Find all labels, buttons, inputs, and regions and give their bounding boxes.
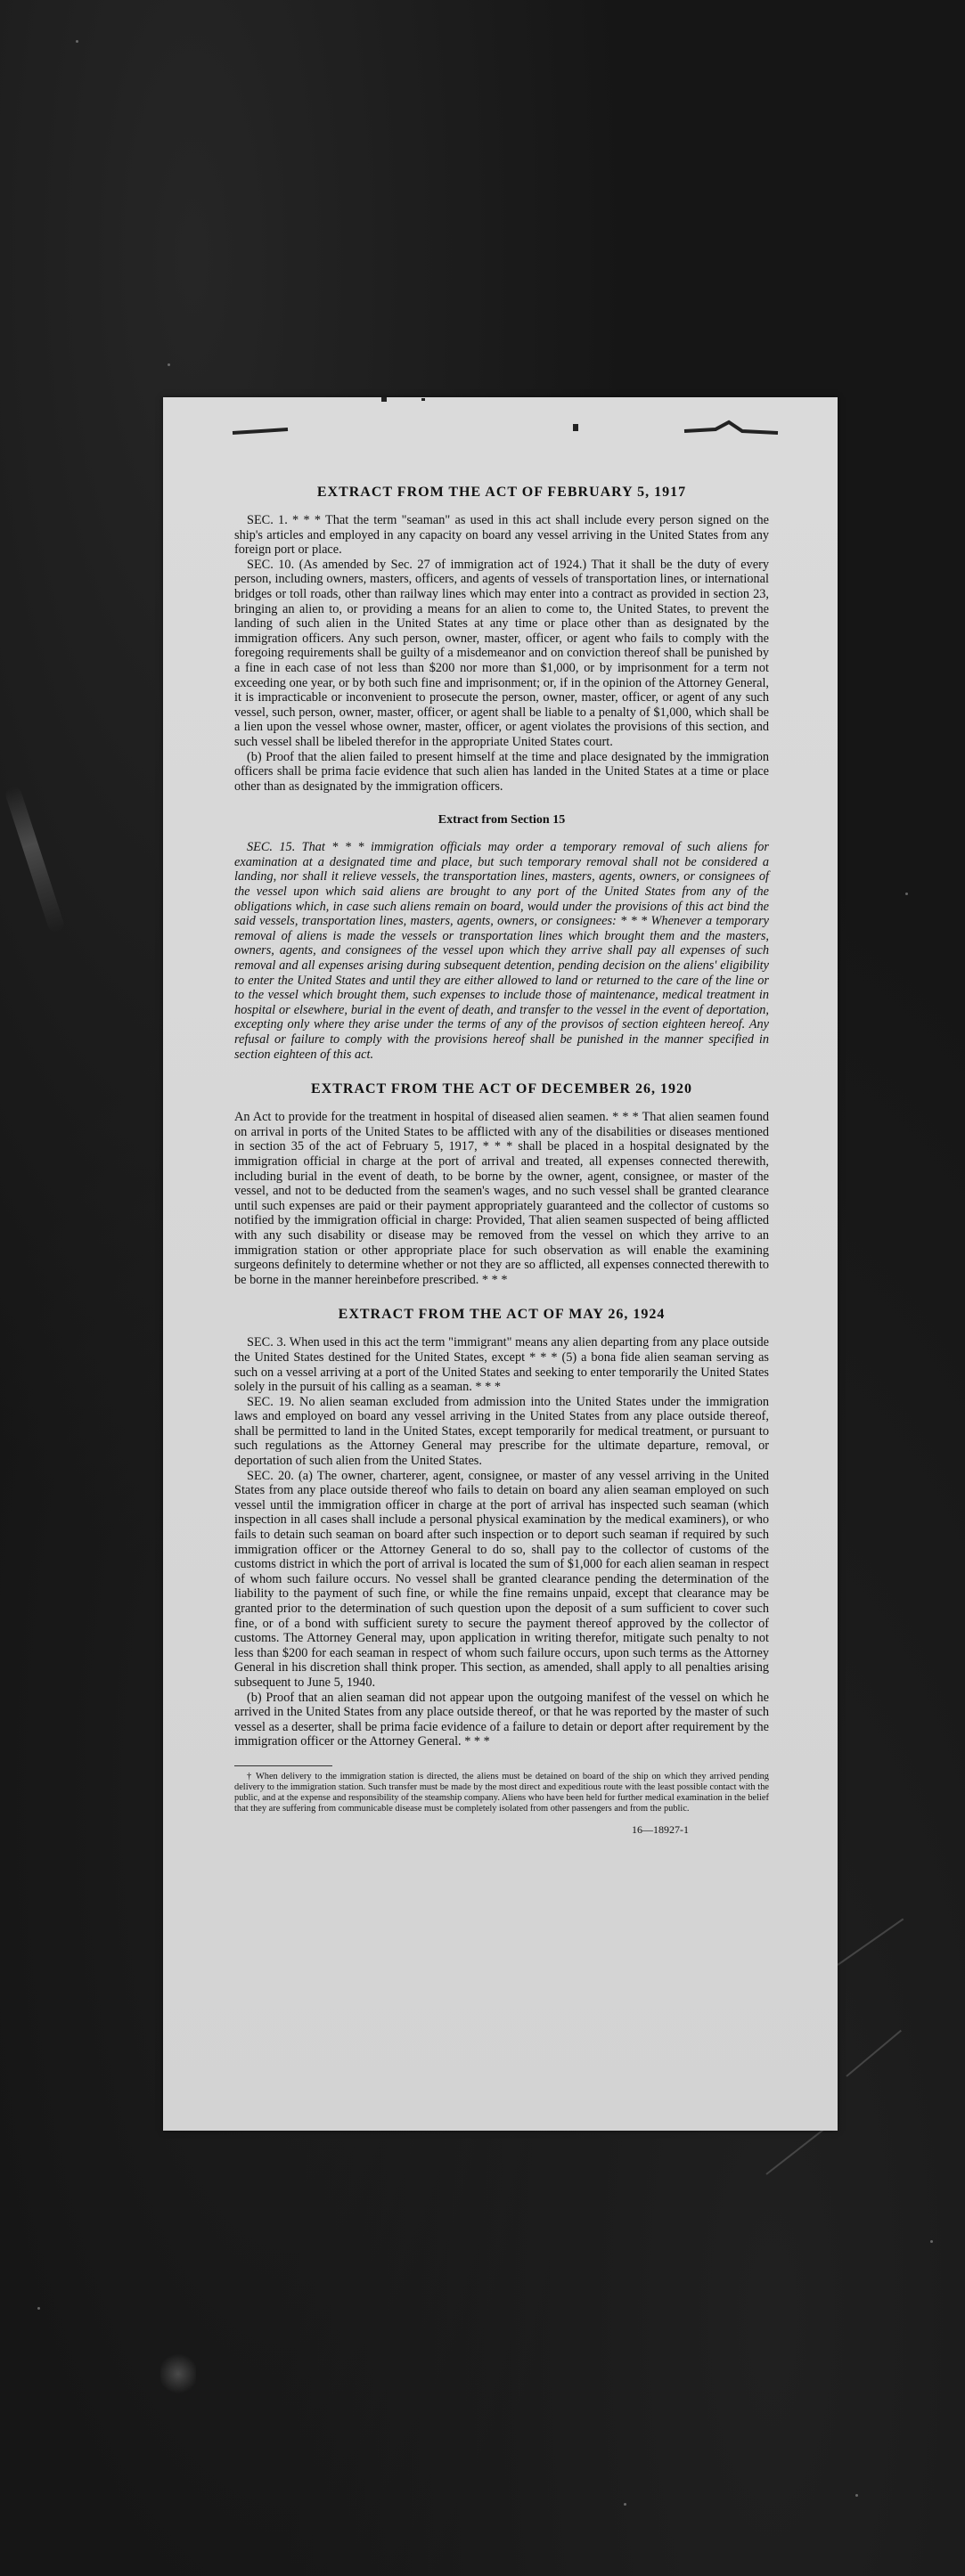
paragraph-sec-3: SEC. 3. When used in this act the term "immigrant" means any alien departing from any place outside the United States destined for the United States, except * * * (5) a bona fide alien seaman serving as such on a vessel arriving at a port of the United States and seeking to enter temporarily the United States solely in the pursuit of his calling as a seaman. * * * <box>234 1335 769 1395</box>
heading-act-1924: EXTRACT FROM THE ACT OF MAY 26, 1924 <box>338 1307 666 1323</box>
footnote: † When delivery to the immigration station is directed, the aliens must be detained on board of the ship on which they arrived pending delivery to the immigration station. Such transfer must be made by the most direct and expeditious route with the least possible contact with the public, and at the expense and responsibility of the steamship company. Aliens who have been held for further medical examination in the belief that they are suffering from communicable disease must be completely isolated from other passengers and from the public. <box>234 1771 769 1814</box>
paragraph-sec-10: SEC. 10. (As amended by Sec. 27 of immigration act of 1924.) That it shall be the duty of every person, including owners, masters, officers, and agents of vessels of transportation lines, or international bridges or toll roads, other than railway lines which may enter into a contract as provided in section 23, bringing an alien to, or providing a means for an alien to come to, the United States, to prevent the landing of such alien in the United States at any time or place other than as designated by the immigration officers. Any such person, owner, master, officer, or agent who fails to comply with the foregoing requirements shall be guilty of a misdemeanor and on conviction thereof shall be punished by a fine in each case of not less than $200 nor more than $1,000, or by imprisonment for a term not exceeding one year, or by both such fine and imprisonment; or, if in the opinion of the Attorney General, it is impracticable or inconvenient to prosecute the person, owner, master, officer, or agent of any such vessel, such person, owner, master, officer, or agent shall be liable to a penalty of $1,000, which shall be a lien upon the vessel whose owner, master, officer, or agent violates the provisions of this section, and such vessel shall be libeled therefor in the appropriate United States court. <box>234 557 769 749</box>
document-body <box>234 485 769 1837</box>
heading-act-1920: EXTRACT FROM THE ACT OF DECEMBER 26, 1920 <box>310 1081 692 1097</box>
paragraph-sec-10-b: (b) Proof that the alien failed to present himself at the time and place designated by the immigration officers shall be prima facie evidence that such alien has landed in the United States at a time or place other than as designated by the immigration officers. <box>234 749 769 794</box>
heading-act-1917: EXTRACT FROM THE ACT OF FEBRUARY 5, 1917 <box>316 485 687 500</box>
paragraph-sec-15: SEC. 15. That * * * immigration officials may order a temporary removal of such aliens for examination at a designated time and place, but such temporary removal shall not be considered a landing, nor shall it relieve vessels, the transportation lines, masters, agents, owners, or consignees of the vessel upon which said aliens are brought to any port of the United States from any of the obligations which, in case such aliens remain on board, would under the provisions of this act bind the said vessels, transportation lines, masters, agents, owners, or consignees: * * * Whenever a temporary removal of aliens is made the vessels or transportation lines which brought them and the masters, owners, agents, and consignees of the vessel upon which they arrive shall pay all expenses of such removal and all expenses arising during subsequent detention, pending decision on the aliens' eligibility to enter the United States and until they are either allowed to land or returned to the care of the line or to the vessel which brought them, such expenses to include those of maintenance, medical treatment in hospital or elsewhere, burial in the event of death, and transfer to the vessel in the event of deportation, excepting only where they arise under the terms of any of the provisos of section eighteen hereof. Any refusal or failure to comply with the provisions hereof shall be punished in the manner specified in section eighteen of this act. <box>234 840 769 1062</box>
document-number: 16—18927-1 <box>632 1822 689 1836</box>
footnote-divider <box>234 1765 332 1766</box>
paragraph-sec-1: SEC. 1. * * * That the term "seaman" as used in this act shall include every person signed on the ship's articles and employed in any capacity on board any vessel arriving in the United States from any foreign port or place. <box>234 513 769 558</box>
paragraph-sec-20-b: (b) Proof that an alien seaman did not appear upon the outgoing manifest of the vessel on which he arrived in the United States from any place outside thereof, or that he was reported by the master of such vessel as a deserter, shall be prima facie evidence of a failure to detain or deport after requirement by the immigration officer or the Attorney General. * * * <box>234 1690 769 1749</box>
document-page <box>163 397 838 2131</box>
page-top-marks <box>163 397 838 451</box>
film-smudge-bottom <box>160 2352 196 2396</box>
heading-section-15: Extract from Section 15 <box>438 813 566 827</box>
paragraph-act-1920: An Act to provide for the treatment in hospital of diseased alien seamen. * * * That alien seamen found on arrival in ports of the United States to be afflicted with any of the disabilities or diseases mentioned in section 35 of the act of February 5, 1917, * * * shall be placed in a hospital designated by the immigration official in charge at the port of arrival and treated, all expenses connected therewith, including burial in the event of death, to be borne by the owner, agent, consignee, or master of the vessel, and not to be deducted from the seamen's wages, and no such vessel shall be granted clearance until such expenses are paid or their payment appropriately guaranteed and the collector of customs so notified by the immigration official in charge: Provided, That alien seamen suspected of being afflicted with any such disability or disease may be removed from the vessel on which they arrive to an immigration station or other appropriate place for such observation as will enable the examining surgeons definitely to determine whether or not they are so afflicted, all expenses connected therewith to be borne in the manner hereinbefore prescribed. * * * <box>234 1110 769 1287</box>
paragraph-sec-19: SEC. 19. No alien seaman excluded from admission into the United States under the immigration laws and employed on board any vessel arriving in the United States from any place outside thereof, shall be permitted to land in the United States, except temporarily for medical treatment, or pursuant to such regulations as the Attorney General may prescribe for the ultimate departure, removal, or deportation of such alien from the United States. <box>234 1394 769 1469</box>
paragraph-sec-20: SEC. 20. (a) The owner, charterer, agent, consignee, or master of any vessel arriving in the United States from any place outside thereof who fails to detain on board any alien seaman employed on such vessel until the immigration officer in charge at the port of arrival has inspected such seaman (which inspection in all cases shall include a personal physical examination by the medical examiners), or who fails to detain such seaman on board after such inspection or to deport such seaman if required by such immigration officer or the Attorney General to do so, shall pay to the collector of customs of the customs district in which the port of arrival is located the sum of $1,000 for each alien seaman in respect of whom such failure occurs. No vessel shall be granted clearance pending the determination of the liability to the payment of such fine, or while the fine remains unpaid, except that clearance may be granted prior to the determination of such question upon the deposit of a sum sufficient to cover such fine, or of a bond with sufficient surety to secure the payment thereof approved by the collector of customs. The Attorney General may, upon application in writing therefor, mitigate such penalty to not less than $200 for each seaman in respect of whom such failure occurs, upon such terms as the Attorney General in his discretion shall think proper. This section, as amended, shall apply to all penalties arising subsequent to June 5, 1940. <box>234 1468 769 1690</box>
